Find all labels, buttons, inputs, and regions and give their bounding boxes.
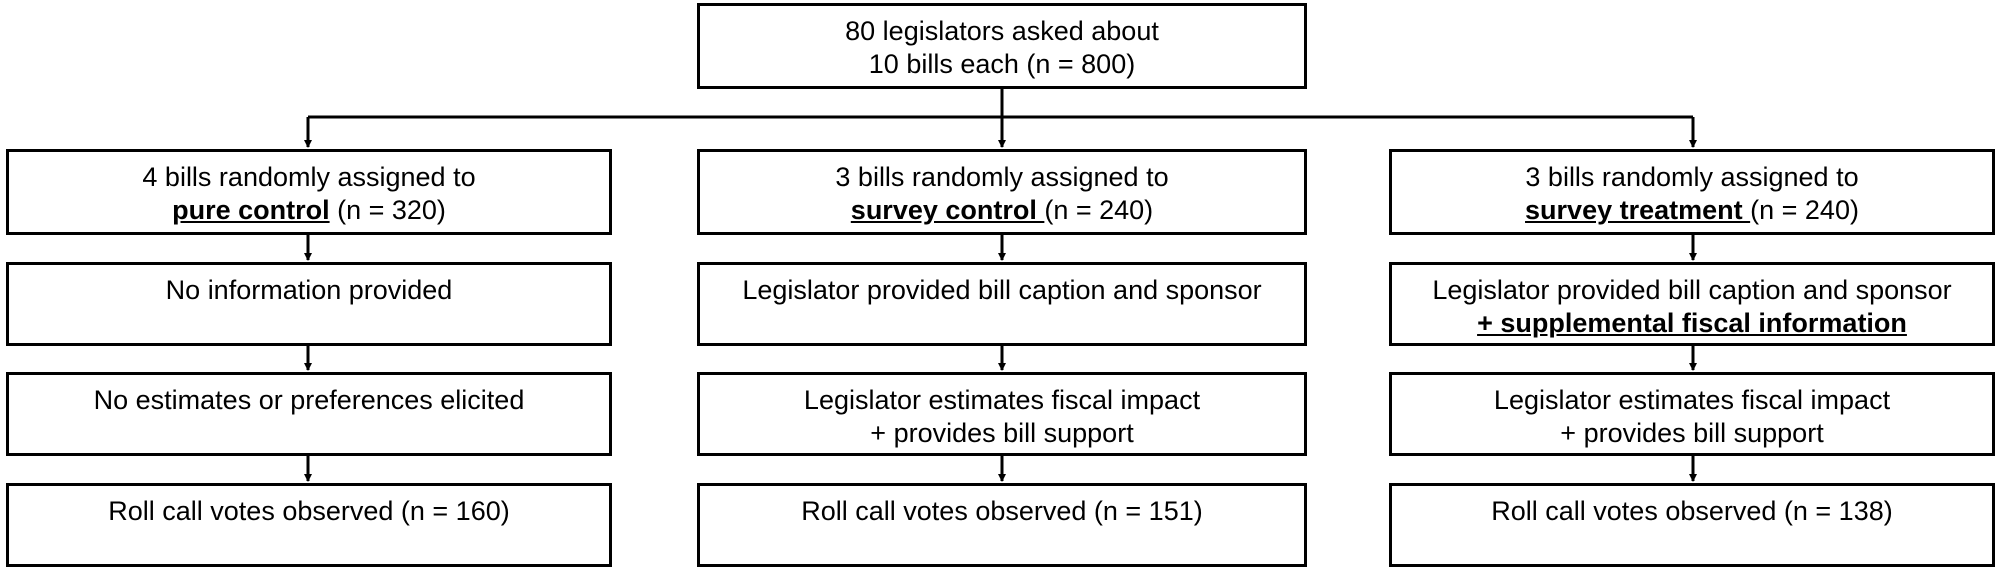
votes-label: Roll call votes observed (n = 138) bbox=[1491, 496, 1893, 526]
elicit-box-survey-treatment bbox=[1389, 372, 1995, 456]
assign-group-label: survey treatment bbox=[1525, 195, 1751, 225]
info-box-survey-treatment bbox=[1389, 262, 1995, 346]
assign-n: (n = 240) bbox=[1750, 195, 1859, 225]
top-box-line2: 10 bills each (n = 800) bbox=[868, 49, 1136, 79]
elicit-box-pure-control bbox=[6, 372, 612, 456]
assign-n: (n = 320) bbox=[329, 195, 446, 225]
info-box-pure-control bbox=[6, 262, 612, 346]
assign-box-pure-control bbox=[6, 149, 612, 235]
info-line2-supplemental: + supplemental fiscal information bbox=[1477, 308, 1907, 338]
info-line1: Legislator provided bill caption and sponsor bbox=[742, 275, 1262, 305]
info-line1: Legislator provided bill caption and sponsor bbox=[1432, 275, 1952, 305]
assign-box-survey-control bbox=[697, 149, 1307, 235]
assign-line1: 3 bills randomly assigned to bbox=[835, 162, 1169, 192]
elicit-line1: Legislator estimates fiscal impact bbox=[1493, 385, 1891, 415]
elicit-box-survey-control bbox=[697, 372, 1307, 456]
elicit-line1: No estimates or preferences elicited bbox=[93, 385, 525, 415]
assign-line2 bbox=[700, 194, 1304, 227]
assign-box-survey-treatment bbox=[1389, 149, 1995, 235]
assign-line2 bbox=[9, 194, 609, 227]
votes-label: Roll call votes observed (n = 160) bbox=[108, 496, 510, 526]
elicit-line2: + provides bill support bbox=[1560, 418, 1824, 448]
assign-line1: 4 bills randomly assigned to bbox=[142, 162, 476, 192]
votes-box-survey-control bbox=[697, 483, 1307, 567]
assign-line1: 3 bills randomly assigned to bbox=[1525, 162, 1859, 192]
votes-label: Roll call votes observed (n = 151) bbox=[801, 496, 1203, 526]
assign-line2 bbox=[1392, 194, 1992, 227]
elicit-line1: Legislator estimates fiscal impact bbox=[803, 385, 1201, 415]
assign-group-label: survey control bbox=[850, 195, 1045, 225]
info-line1: No information provided bbox=[165, 275, 453, 305]
top-box bbox=[697, 3, 1307, 89]
assign-n: (n = 240) bbox=[1044, 195, 1154, 225]
assign-group-label: pure control bbox=[172, 195, 330, 225]
elicit-line2: + provides bill support bbox=[870, 418, 1134, 448]
votes-box-survey-treatment bbox=[1389, 483, 1995, 567]
top-box-line1: 80 legislators asked about bbox=[845, 16, 1159, 46]
info-box-survey-control bbox=[697, 262, 1307, 346]
votes-box-pure-control bbox=[6, 483, 612, 567]
